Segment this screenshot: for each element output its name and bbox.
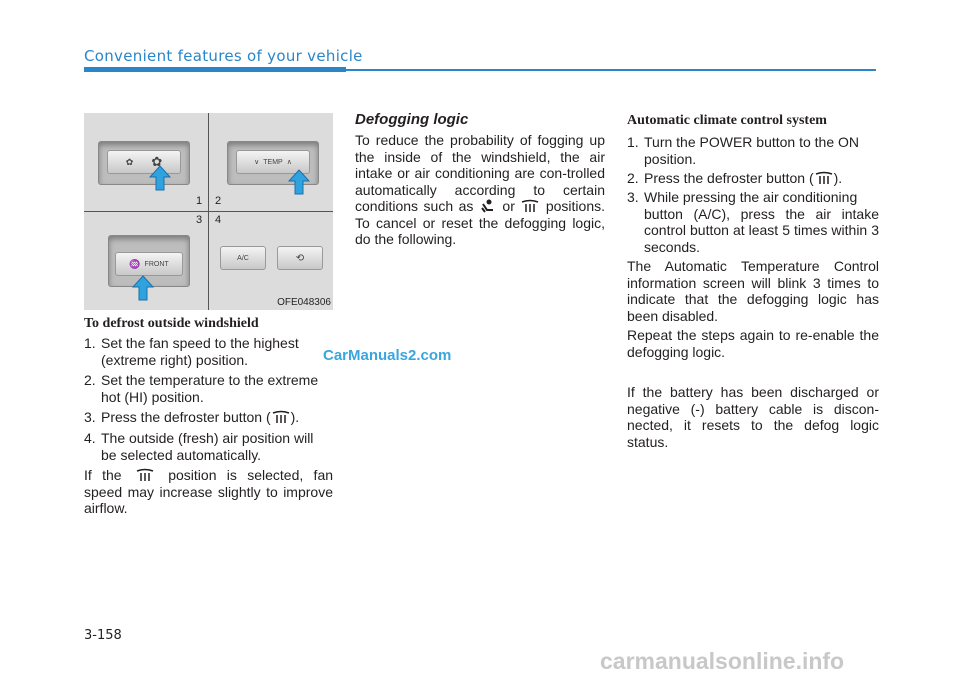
defroster-icon: [814, 171, 834, 186]
step-text: The outside (fresh) air position will: [101, 430, 314, 446]
ac-label: A/C: [237, 254, 249, 262]
arrow-up-icon: [132, 275, 154, 301]
step-number: 2.: [84, 372, 96, 388]
arrow-up-icon: [149, 165, 171, 191]
step-number: 2.: [627, 170, 639, 186]
temp-label: TEMP: [263, 158, 283, 166]
page-number: 3-158: [84, 628, 122, 643]
arrow-up-icon: [288, 169, 310, 195]
right-para-1: The Automatic Temperature Control information screen will blink 3 times to indicate that the defogging logic has been disabled.: [627, 258, 879, 324]
header-accent-bar: [84, 67, 346, 72]
defog-or: or: [502, 198, 515, 214]
step-number: 4.: [84, 430, 96, 446]
step-text: Turn the POWER button to the ON: [644, 134, 860, 150]
header-rule: [346, 69, 876, 71]
figure-number-4: 4: [215, 214, 222, 226]
defroster-icon: [132, 468, 158, 483]
figure-divider-horizontal: [84, 211, 333, 212]
heading-defogging-logic: Defogging logic: [355, 111, 469, 128]
defogging-paragraph: [355, 132, 605, 248]
footer-watermark: carmanualsonline.info: [600, 648, 845, 674]
step-number: 3.: [627, 189, 639, 205]
defroster-icon: [520, 199, 540, 214]
left-note: [84, 467, 333, 517]
front-defrost-button: [115, 252, 183, 276]
left-step-3: [84, 409, 334, 426]
left-step-4: [84, 430, 334, 463]
right-step-2: [627, 170, 879, 187]
step-text: Set the temperature to the extreme: [101, 372, 319, 388]
step-text: Press the defroster button (: [101, 409, 271, 425]
step-text-cont: hot (HI) position.: [101, 388, 204, 405]
step-text-end: ).: [290, 409, 300, 425]
right-para-3: If the battery has been discharged or negative (-) battery cable is discon-nected, it resets to the defog logic status.: [627, 384, 879, 450]
step-text-cont: button (A/C), press the air intake control button at least 5 times within 3 seconds.: [644, 205, 879, 255]
step-text-cont: be selected automatically.: [101, 446, 262, 463]
left-step-2: [84, 372, 334, 405]
floor-defrost-icon: [479, 198, 497, 214]
chevron-up-icon: ∧: [286, 159, 292, 166]
defroster-icon: ♒: [129, 258, 141, 269]
step-text: Set the fan speed to the highest: [101, 335, 299, 351]
figure-number-2: 2: [215, 195, 222, 207]
figure-code: OFE048306: [277, 297, 331, 308]
heading-defrost-outside: To defrost outside windshield: [84, 316, 259, 331]
step-text: Press the defroster button (: [644, 170, 814, 186]
fan-high-icon: ✿: [151, 154, 163, 169]
defog-text: To reduce the probability of fogging up the inside of the windshield, the air intake or air conditioning are con-trolled automatically according to certain conditions such as: [355, 132, 605, 214]
left-step-1: [84, 335, 334, 368]
step-text-cont: position.: [644, 150, 697, 167]
watermark: CarManuals2.com: [323, 347, 452, 364]
fan-low-icon: ✿: [125, 156, 134, 167]
step-text-end: ).: [833, 170, 843, 186]
step-number: 1.: [627, 134, 639, 150]
figure-number-3: 3: [196, 214, 203, 226]
control-panel-figure: [84, 113, 333, 310]
note-text-end: position is selected, fan speed may increase slightly to improve airflow.: [84, 467, 334, 516]
front-label: FRONT: [144, 260, 169, 268]
section-title: Convenient features of your vehicle: [84, 47, 363, 65]
fan-control-panel: [98, 141, 190, 185]
right-step-3: [627, 189, 879, 255]
heading-automatic-climate: Automatic climate control system: [627, 113, 827, 128]
step-number: 3.: [84, 409, 96, 425]
note-text: If the: [84, 467, 122, 483]
right-para-2: Repeat the steps again to re-enable the defogging logic.: [627, 327, 879, 360]
right-step-1: [627, 134, 879, 167]
defroster-icon: [271, 410, 291, 425]
step-number: 1.: [84, 335, 96, 351]
air-intake-button: [277, 246, 323, 270]
figure-number-1: 1: [196, 195, 203, 207]
step-text: While pressing the air conditioning: [644, 189, 858, 205]
defog-text-end: positions. To cancel or reset the defogging logic, do the following.: [355, 198, 606, 247]
step-text-cont: (extreme right) position.: [101, 351, 249, 368]
ac-button: [220, 246, 266, 270]
chevron-down-icon: ∨: [254, 159, 260, 166]
recirculation-icon: ⟲: [295, 252, 305, 264]
